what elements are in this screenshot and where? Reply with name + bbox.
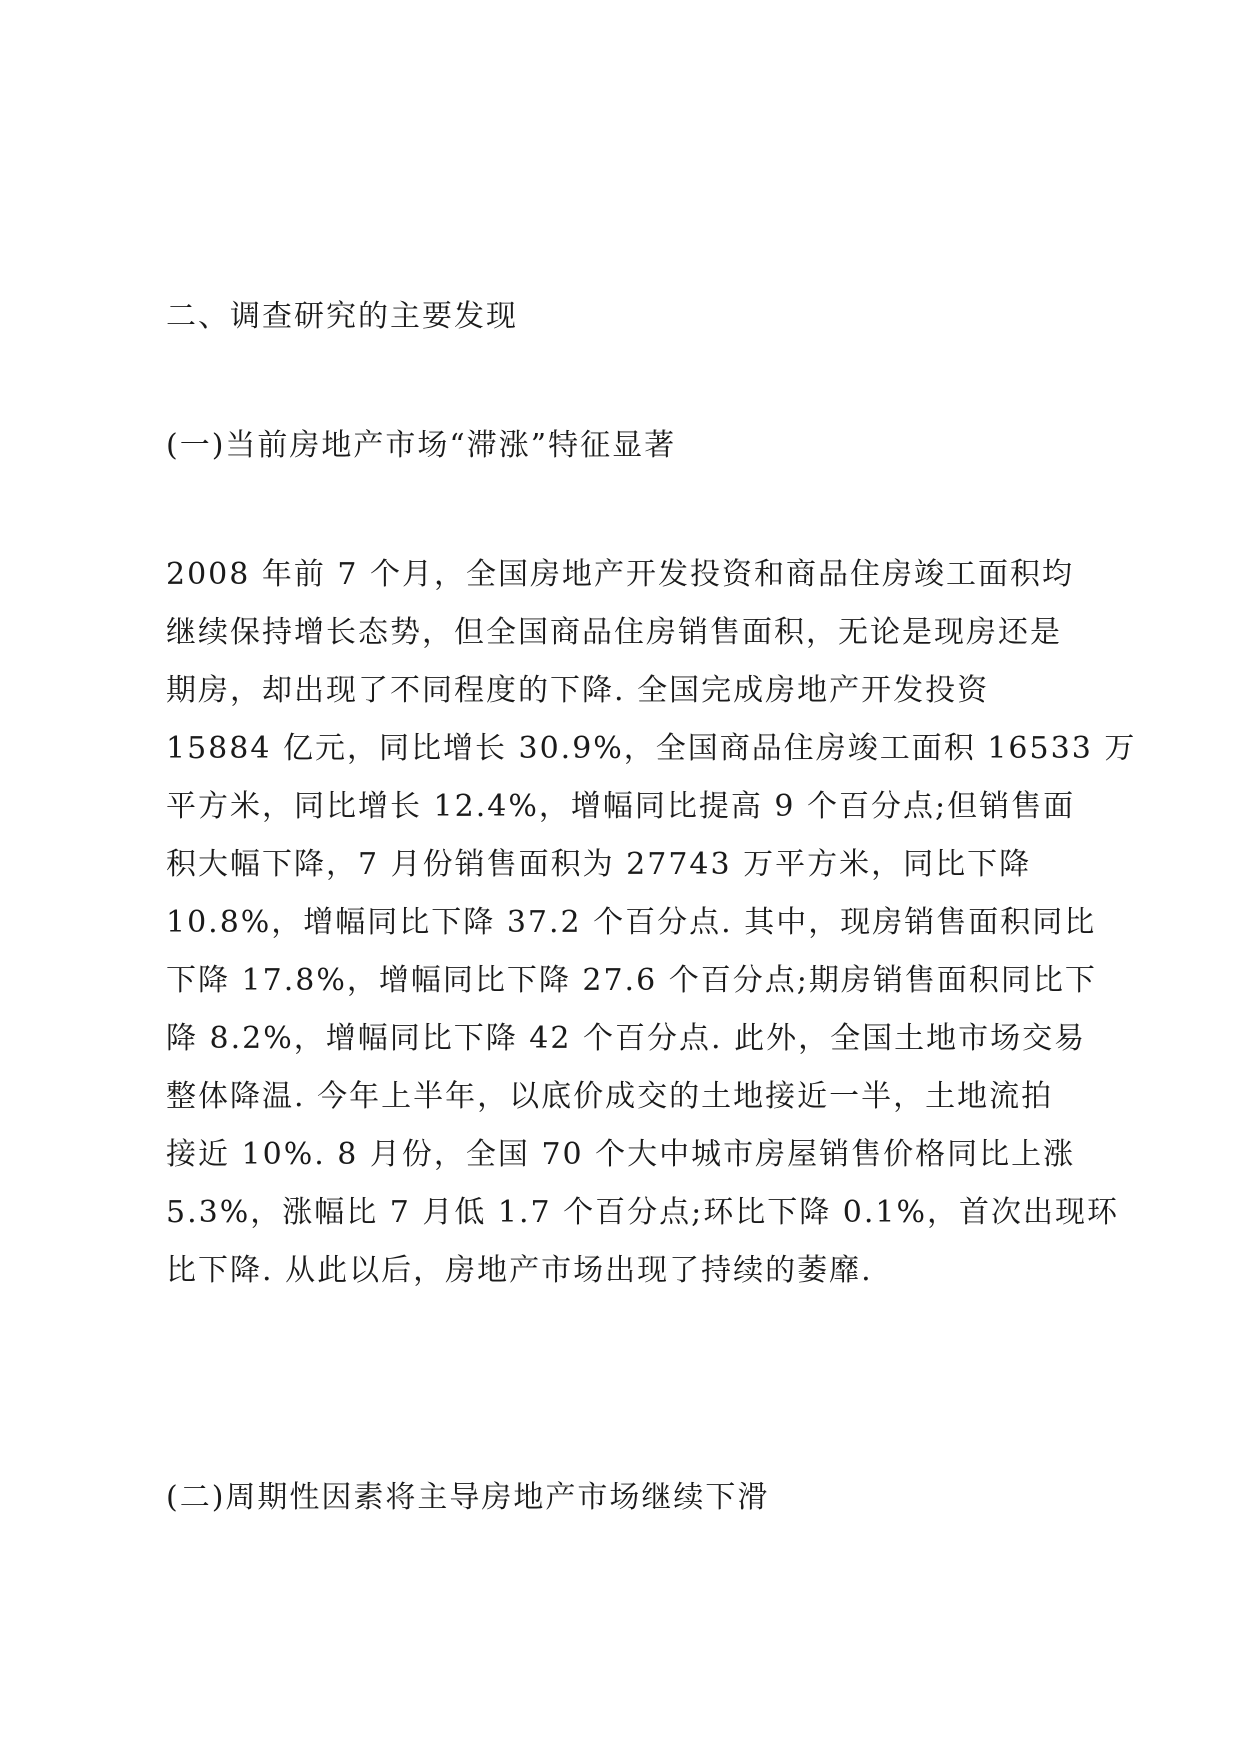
paragraph-line: 平方米，同比增长 12.4%，增幅同比提高 9 个百分点;但销售面 xyxy=(166,789,1076,824)
paragraph-line: 继续保持增长态势，但全国商品住房销售面积，无论是现房还是 xyxy=(166,615,1062,650)
paragraph-line: 降 8.2%，增幅同比下降 42 个百分点. 此外，全国土地市场交易 xyxy=(166,1021,1087,1056)
section-2-title: (二)周期性因素将主导房地产市场继续下滑 xyxy=(166,1480,770,1515)
paragraph-line: 10.8%，增幅同比下降 37.2 个百分点. 其中，现房销售面积同比 xyxy=(166,905,1097,940)
paragraph-line: 5.3%，涨幅比 7 月低 1.7 个百分点;环比下降 0.1%，首次出现环 xyxy=(166,1195,1120,1230)
paragraph-line: 期房，却出现了不同程度的下降. 全国完成房地产开发投资 xyxy=(166,673,990,708)
paragraph-line: 比下降. 从此以后，房地产市场出现了持续的萎靡. xyxy=(166,1253,873,1288)
main-heading: 二、调查研究的主要发现 xyxy=(166,299,518,334)
paragraph-line: 整体降温. 今年上半年，以底价成交的土地接近一半，土地流拍 xyxy=(166,1079,1054,1114)
paragraph-line: 下降 17.8%，增幅同比下降 27.6 个百分点;期房销售面积同比下 xyxy=(166,963,1097,998)
paragraph-line: 积大幅下降，7 月份销售面积为 27743 万平方米，同比下降 xyxy=(166,847,1032,882)
paragraph-line: 15884 亿元，同比增长 30.9%，全国商品住房竣工面积 16533 万 xyxy=(166,731,1137,766)
paragraph-line: 接近 10%. 8 月份，全国 70 个大中城市房屋销售价格同比上涨 xyxy=(166,1137,1076,1172)
paragraph-line: 2008 年前 7 个月，全国房地产开发投资和商品住房竣工面积均 xyxy=(166,557,1075,592)
section-1-title: (一)当前房地产市场“滞涨”特征显著 xyxy=(166,428,677,463)
